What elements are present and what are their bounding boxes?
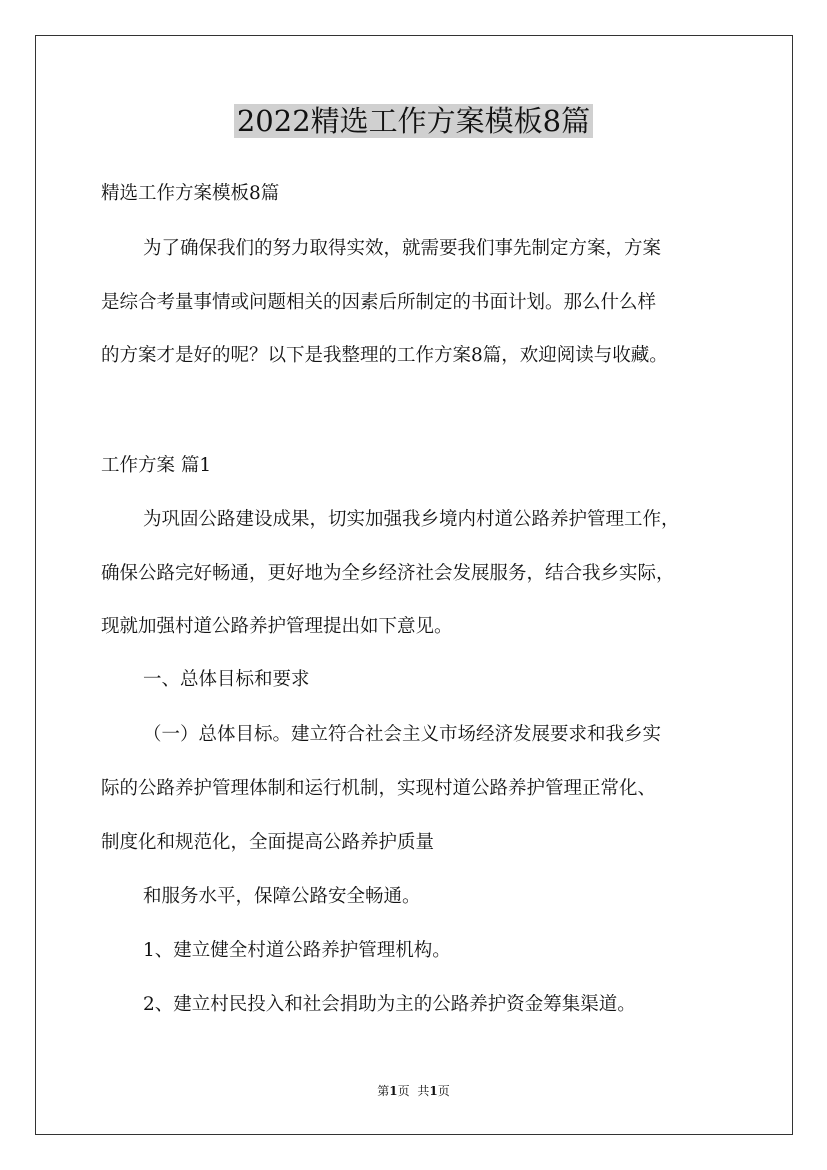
- footer-total-pages: 1: [429, 1084, 438, 1098]
- document-subtitle: 精选工作方案模板8篇: [101, 183, 280, 204]
- intro-line-1: 为了确保我们的努力取得实效，就需要我们事先制定方案，方案: [143, 238, 662, 259]
- goal-line-1: （一）总体目标。建立符合社会主义市场经济发展要求和我乡实: [143, 724, 662, 745]
- section-heading: 工作方案 篇1: [101, 455, 212, 476]
- document-title-text: 2022精选工作方案模板8篇: [234, 104, 593, 138]
- intro-line-3: 的方案才是好的呢？以下是我整理的工作方案8篇，欢迎阅读与收藏。: [101, 345, 668, 366]
- list-item-2: 2、建立村民投入和社会捐助为主的公路养护资金筹集渠道。: [143, 994, 636, 1015]
- goal-line-3: 制度化和规范化，全面提高公路养护质量: [101, 832, 435, 853]
- intro-line-2: 是综合考量事情或问题相关的因素后所制定的书面计划。那么什么样: [101, 292, 657, 313]
- page-footer: [0, 1083, 827, 1099]
- footer-prefix: 第: [377, 1084, 390, 1098]
- section-line-3: 现就加强村道公路养护管理提出如下意见。: [101, 616, 453, 637]
- heading-general-goals: 一、总体目标和要求: [143, 669, 310, 690]
- footer-page-label: 页: [397, 1084, 410, 1098]
- section-line-2: 确保公路完好畅通，更好地为全乡经济社会发展服务，结合我乡实际，: [101, 563, 675, 584]
- goal-continuation: 和服务水平，保障公路安全畅通。: [143, 886, 421, 907]
- document-title: [0, 98, 827, 144]
- list-item-1: 1、建立健全村道公路养护管理机构。: [143, 940, 451, 961]
- footer-page-number: 1: [389, 1084, 398, 1098]
- footer-total-prefix: 共: [417, 1084, 430, 1098]
- goal-line-2: 际的公路养护管理体制和运行机制，实现村道公路养护管理正常化、: [101, 778, 657, 799]
- footer-total-label: 页: [437, 1084, 450, 1098]
- section-line-1: 为巩固公路建设成果，切实加强我乡境内村道公路养护管理工作，: [143, 509, 680, 530]
